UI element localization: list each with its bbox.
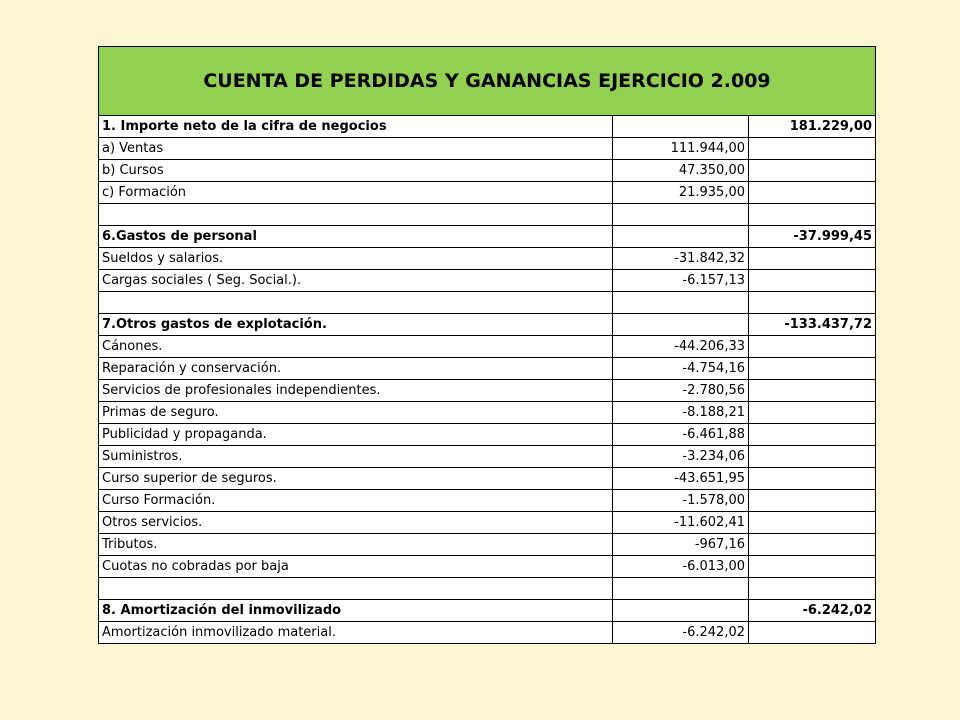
blank-row bbox=[99, 578, 876, 600]
row-label: Suministros. bbox=[99, 446, 613, 468]
row-label bbox=[99, 204, 613, 226]
table-row bbox=[99, 270, 876, 292]
row-detail-amount: -8.188,21 bbox=[613, 402, 749, 424]
row-total-amount bbox=[749, 336, 876, 358]
table-row bbox=[99, 424, 876, 446]
row-total-amount bbox=[749, 490, 876, 512]
table-row bbox=[99, 358, 876, 380]
row-detail-amount: -44.206,33 bbox=[613, 336, 749, 358]
row-detail-amount: -6.157,13 bbox=[613, 270, 749, 292]
row-total-amount bbox=[749, 160, 876, 182]
row-label bbox=[99, 578, 613, 600]
row-detail-amount: -4.754,16 bbox=[613, 358, 749, 380]
row-label: Cargas sociales ( Seg. Social.). bbox=[99, 270, 613, 292]
row-total-amount bbox=[749, 358, 876, 380]
row-total-amount bbox=[749, 578, 876, 600]
section-header-row bbox=[99, 226, 876, 248]
row-detail-amount: -967,16 bbox=[613, 534, 749, 556]
table-row bbox=[99, 248, 876, 270]
row-total-amount bbox=[749, 446, 876, 468]
row-total-amount: -6.242,02 bbox=[749, 600, 876, 622]
row-detail-amount bbox=[613, 600, 749, 622]
profit-loss-table bbox=[98, 46, 876, 644]
row-total-amount bbox=[749, 138, 876, 160]
table-row bbox=[99, 622, 876, 644]
row-label: 8. Amortización del inmovilizado bbox=[99, 600, 613, 622]
row-label bbox=[99, 292, 613, 314]
table-row bbox=[99, 490, 876, 512]
row-label: Amortización inmovilizado material. bbox=[99, 622, 613, 644]
table-row bbox=[99, 336, 876, 358]
row-detail-amount bbox=[613, 226, 749, 248]
row-total-amount bbox=[749, 270, 876, 292]
row-detail-amount: -31.842,32 bbox=[613, 248, 749, 270]
section-header-row bbox=[99, 314, 876, 336]
blank-row bbox=[99, 204, 876, 226]
row-total-amount bbox=[749, 380, 876, 402]
row-detail-amount: -3.234,06 bbox=[613, 446, 749, 468]
row-detail-amount: -1.578,00 bbox=[613, 490, 749, 512]
row-total-amount bbox=[749, 182, 876, 204]
table-row bbox=[99, 556, 876, 578]
row-detail-amount: 111.944,00 bbox=[613, 138, 749, 160]
row-total-amount bbox=[749, 468, 876, 490]
row-label: Tributos. bbox=[99, 534, 613, 556]
row-detail-amount: -11.602,41 bbox=[613, 512, 749, 534]
row-detail-amount: -2.780,56 bbox=[613, 380, 749, 402]
row-total-amount bbox=[749, 622, 876, 644]
row-detail-amount: -43.651,95 bbox=[613, 468, 749, 490]
row-total-amount bbox=[749, 424, 876, 446]
table-row bbox=[99, 534, 876, 556]
row-detail-amount: 21.935,00 bbox=[613, 182, 749, 204]
table-row bbox=[99, 512, 876, 534]
row-detail-amount bbox=[613, 204, 749, 226]
blank-row bbox=[99, 292, 876, 314]
row-detail-amount: -6.461,88 bbox=[613, 424, 749, 446]
row-detail-amount: -6.013,00 bbox=[613, 556, 749, 578]
row-label: Cánones. bbox=[99, 336, 613, 358]
row-label: a) Ventas bbox=[99, 138, 613, 160]
table-row bbox=[99, 138, 876, 160]
row-label: Primas de seguro. bbox=[99, 402, 613, 424]
row-label: Curso superior de seguros. bbox=[99, 468, 613, 490]
row-total-amount bbox=[749, 204, 876, 226]
table-row bbox=[99, 380, 876, 402]
row-total-amount: -133.437,72 bbox=[749, 314, 876, 336]
row-label: b) Cursos bbox=[99, 160, 613, 182]
row-label: Servicios de profesionales independientes. bbox=[99, 380, 613, 402]
row-total-amount bbox=[749, 534, 876, 556]
row-detail-amount: -6.242,02 bbox=[613, 622, 749, 644]
title-row bbox=[99, 47, 876, 116]
row-total-amount bbox=[749, 292, 876, 314]
section-header-row bbox=[99, 116, 876, 138]
row-label: Reparación y conservación. bbox=[99, 358, 613, 380]
row-label: Otros servicios. bbox=[99, 512, 613, 534]
row-detail-amount bbox=[613, 292, 749, 314]
table-row bbox=[99, 446, 876, 468]
row-detail-amount: 47.350,00 bbox=[613, 160, 749, 182]
row-total-amount: 181.229,00 bbox=[749, 116, 876, 138]
row-label: 6.Gastos de personal bbox=[99, 226, 613, 248]
row-detail-amount bbox=[613, 116, 749, 138]
row-total-amount bbox=[749, 402, 876, 424]
row-total-amount bbox=[749, 512, 876, 534]
row-label: Cuotas no cobradas por baja bbox=[99, 556, 613, 578]
row-total-amount: -37.999,45 bbox=[749, 226, 876, 248]
section-header-row bbox=[99, 600, 876, 622]
table-title: CUENTA DE PERDIDAS Y GANANCIAS EJERCICIO 2.009 bbox=[99, 47, 876, 116]
table-row bbox=[99, 402, 876, 424]
row-detail-amount bbox=[613, 578, 749, 600]
table-row bbox=[99, 160, 876, 182]
table-row bbox=[99, 468, 876, 490]
table-row bbox=[99, 182, 876, 204]
row-label: Sueldos y salarios. bbox=[99, 248, 613, 270]
row-total-amount bbox=[749, 248, 876, 270]
row-label: 7.Otros gastos de explotación. bbox=[99, 314, 613, 336]
row-detail-amount bbox=[613, 314, 749, 336]
row-label: Curso Formación. bbox=[99, 490, 613, 512]
row-total-amount bbox=[749, 556, 876, 578]
row-label: Publicidad y propaganda. bbox=[99, 424, 613, 446]
row-label: c) Formación bbox=[99, 182, 613, 204]
row-label: 1. Importe neto de la cifra de negocios bbox=[99, 116, 613, 138]
